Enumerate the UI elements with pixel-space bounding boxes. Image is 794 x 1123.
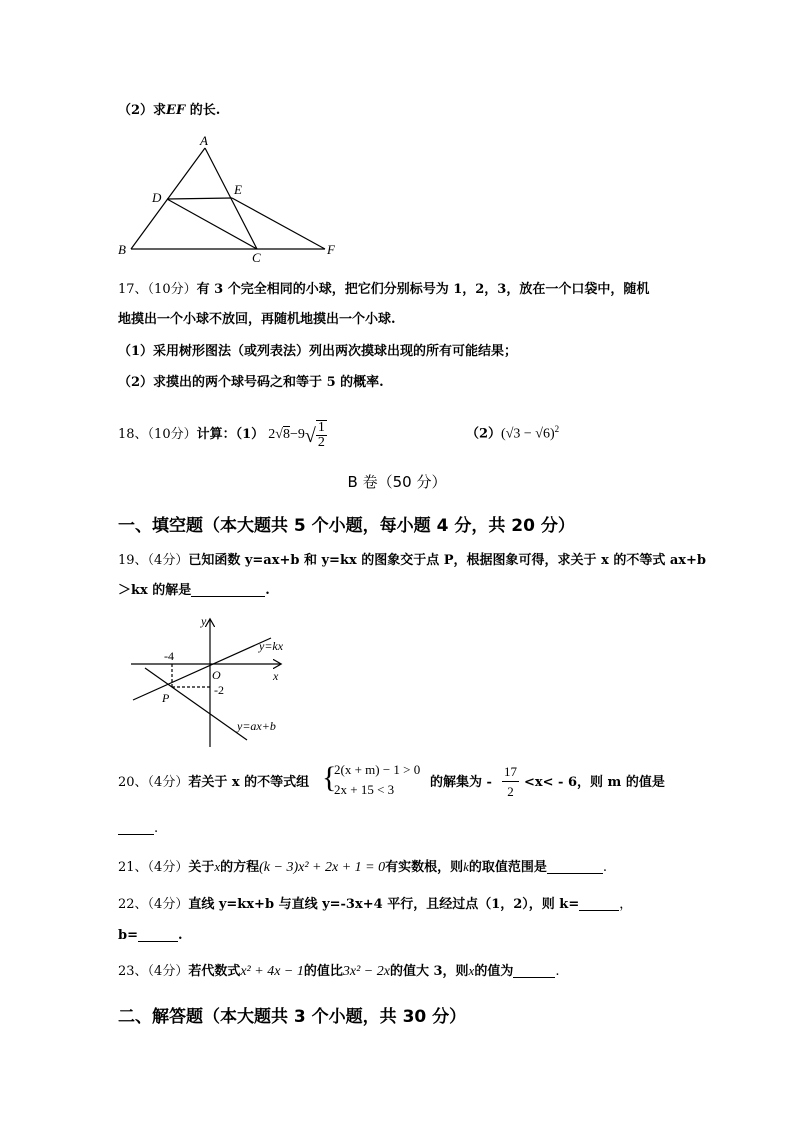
q20-tail: <x< - 6，则 m 的值是	[524, 775, 665, 790]
q20-lead: 20、（4分）若关于 x 的不等式组	[118, 775, 310, 790]
q23: 23、（4分）若代数式x² + 4x − 1的值比3x² − 2x的值大 3，则x的值为 .	[118, 963, 560, 979]
tick-minus4-label: -4	[164, 649, 174, 663]
line-ykx-label: y=kx	[259, 639, 284, 653]
vertex-e-label: E	[234, 182, 242, 197]
q22-line1: 22、（4分）直线 y=kx+b 与直线 y=-3x+4 平行，且经过点（1，2），则 k= ，	[118, 897, 633, 912]
q19-graph	[125, 612, 300, 752]
vertex-d-label: D	[152, 190, 162, 205]
q17-sub2: （2）求摸出的两个球号码之和等于 5 的概率.	[118, 375, 384, 390]
origin-label: O	[212, 668, 221, 682]
x-axis-label: x	[273, 669, 279, 683]
section-b-title: B 卷（50 分）	[347, 473, 447, 491]
y-axis-label: y	[201, 614, 207, 628]
vertex-b-label: B	[118, 242, 126, 257]
q21: 21、（4分）关于x的方程(k − 3)x² + 2x + 1 = 0有实数根，则k的取值范围是 .	[118, 859, 608, 875]
line-yaxb-label: y=ax+b	[237, 719, 276, 733]
section-b-part1-heading: 一、填空题（本大题共 5 个小题，每小题 4 分，共 20 分）	[118, 516, 575, 536]
triangle-figure	[112, 130, 342, 265]
q17-line1: 17、（10分）有 3 个完全相同的小球，把它们分别标号为 1，2，3，放在一个口袋中，随机	[118, 282, 650, 297]
q17-line2: 地摸出一个小球不放回，再随机地摸出一个小球.	[118, 312, 396, 327]
q18: 18、（10分）计算：（1） 2√8−9√ $\frac{1}{2}$	[118, 420, 325, 450]
q19-line1: 19、（4分）已知函数 y=ax+b 和 y=kx 的图象交于点 P，根据图象可得，求关于 x 的不等式 ax+b	[118, 553, 707, 568]
section-b-part2-heading: 二、解答题（本大题共 3 个小题，共 30 分）	[118, 1007, 467, 1027]
q20-brace: {	[322, 761, 337, 794]
q20-fraction: $\frac{17}{2}$	[504, 764, 517, 799]
q20-mid: 的解集为 -	[430, 775, 492, 790]
vertex-a-label: A	[200, 133, 208, 148]
vertex-f-label: F	[327, 242, 335, 257]
q17-sub1: （1）采用树形图法（或列表法）列出两次摸球出现的所有可能结果；	[118, 344, 518, 359]
q22-line2: b= .	[118, 928, 183, 943]
q20-answer-blank: .	[118, 820, 158, 838]
q16-part2: （2）求EF 的长.	[118, 103, 221, 118]
q20-system: 2(x + m) − 1 > 0 2x + 15 < 3	[334, 762, 421, 797]
vertex-c-label: C	[252, 250, 261, 265]
point-p-label: P	[162, 691, 170, 705]
q18-expr1: 2√8−9√ $\frac{1}{2}$	[268, 420, 325, 450]
q18-part2: $(2)(√3 - √6)^2$	[466, 424, 560, 442]
tick-minus2-label: -2	[214, 683, 224, 697]
q19-line2: ＞kx 的解是 .	[118, 583, 270, 598]
